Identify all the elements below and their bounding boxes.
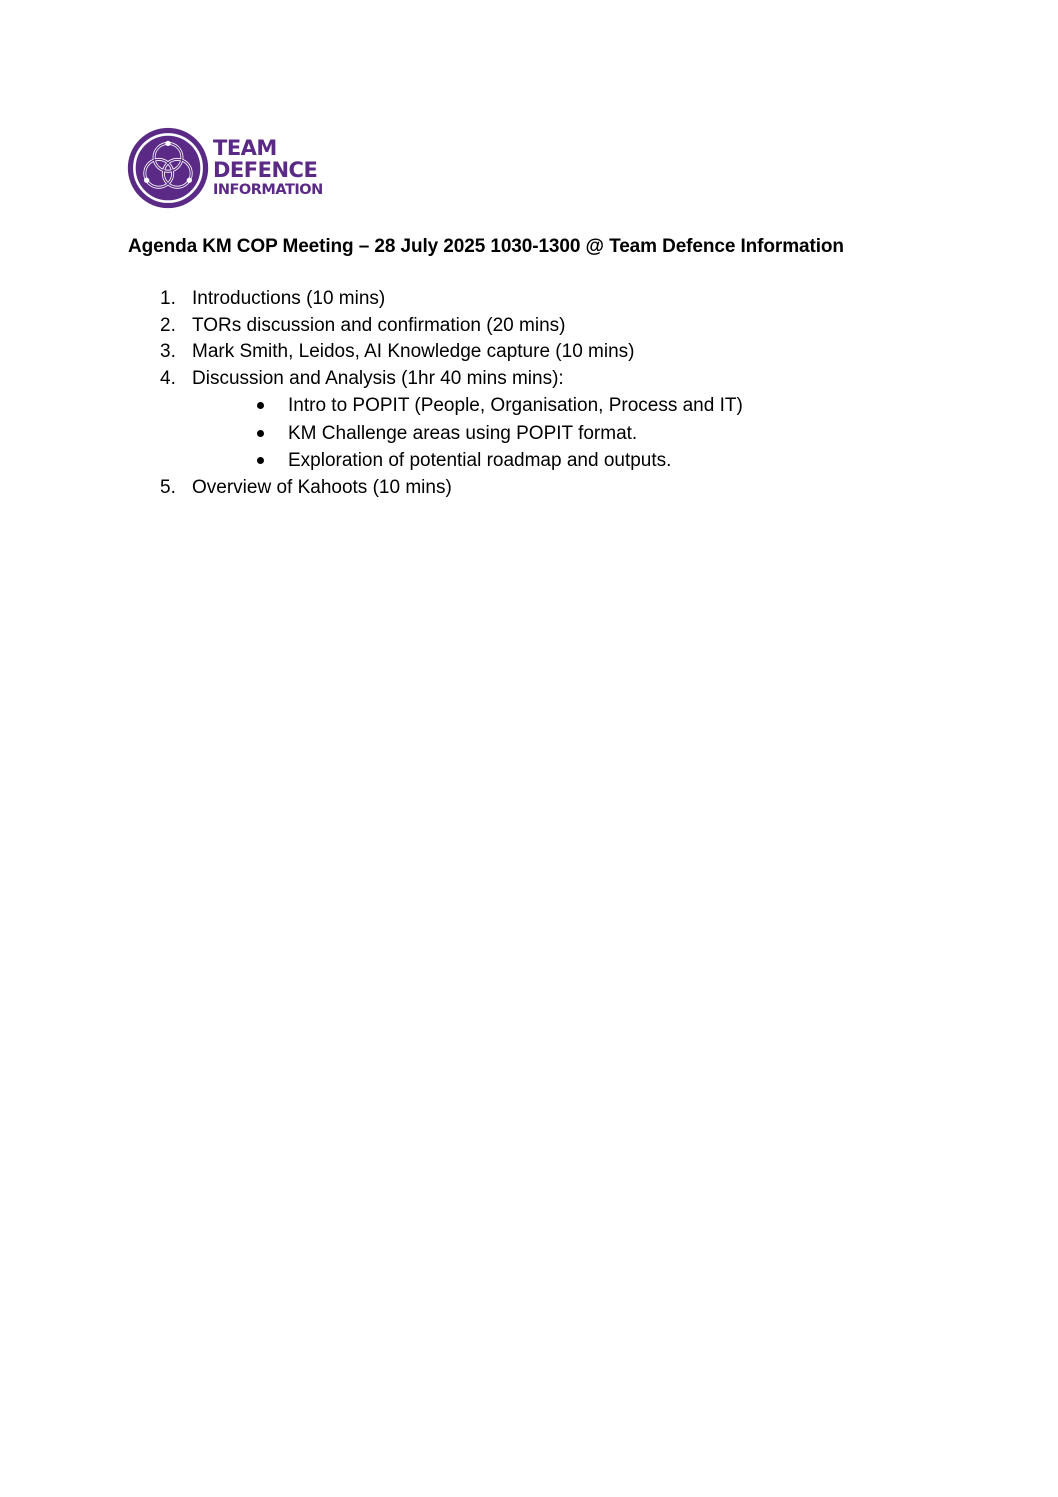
sub-list-item-text: Exploration of potential roadmap and outputs. <box>288 450 672 471</box>
logo-line-defence: DEFENCE <box>213 158 318 183</box>
list-item-number: 1. <box>160 288 176 309</box>
list-item-text: Mark Smith, Leidos, AI Knowledge capture (10 mins) <box>192 341 635 362</box>
logo-line-team: TEAM <box>213 136 277 161</box>
list-item-number: 5. <box>160 476 176 498</box>
list-item <box>160 475 1020 502</box>
list-item <box>160 339 1020 366</box>
sub-list-item-text: KM Challenge areas using POPIT format. <box>288 422 638 444</box>
list-item-text: Discussion and Analysis (1hr 40 mins mins): <box>192 367 564 389</box>
sub-list-item-text: Intro to POPIT (People, Organisation, Process and IT) <box>288 395 743 416</box>
list-item-text: Introductions (10 mins) <box>192 288 386 309</box>
team-defence-information-logo <box>127 126 327 210</box>
list-item <box>160 313 1020 340</box>
sub-list-item <box>256 392 1020 420</box>
bullet-icon <box>256 430 288 437</box>
sub-list-item <box>256 420 1020 448</box>
bullet-icon <box>256 402 288 409</box>
agenda-title: Agenda KM COP Meeting – 28 July 2025 1030-1300 @ Team Defence Information <box>128 236 844 257</box>
list-item-number: 4. <box>160 367 176 389</box>
list-item-text: TORs discussion and confirmation (20 mins) <box>192 314 566 336</box>
sub-list <box>256 392 1020 475</box>
list-item-number: 3. <box>160 341 176 362</box>
list-item-text: Overview of Kahoots (10 mins) <box>192 476 452 498</box>
logo-wordmark <box>213 138 323 198</box>
logo-line-information: INFORMATION <box>213 182 323 199</box>
sub-list-item <box>256 447 1020 475</box>
list-item <box>160 366 1020 393</box>
list-item-number: 2. <box>160 314 176 336</box>
bullet-icon <box>256 457 288 464</box>
agenda-list <box>160 286 1020 501</box>
list-item <box>160 286 1020 313</box>
triskelion-knot-icon <box>127 127 209 209</box>
